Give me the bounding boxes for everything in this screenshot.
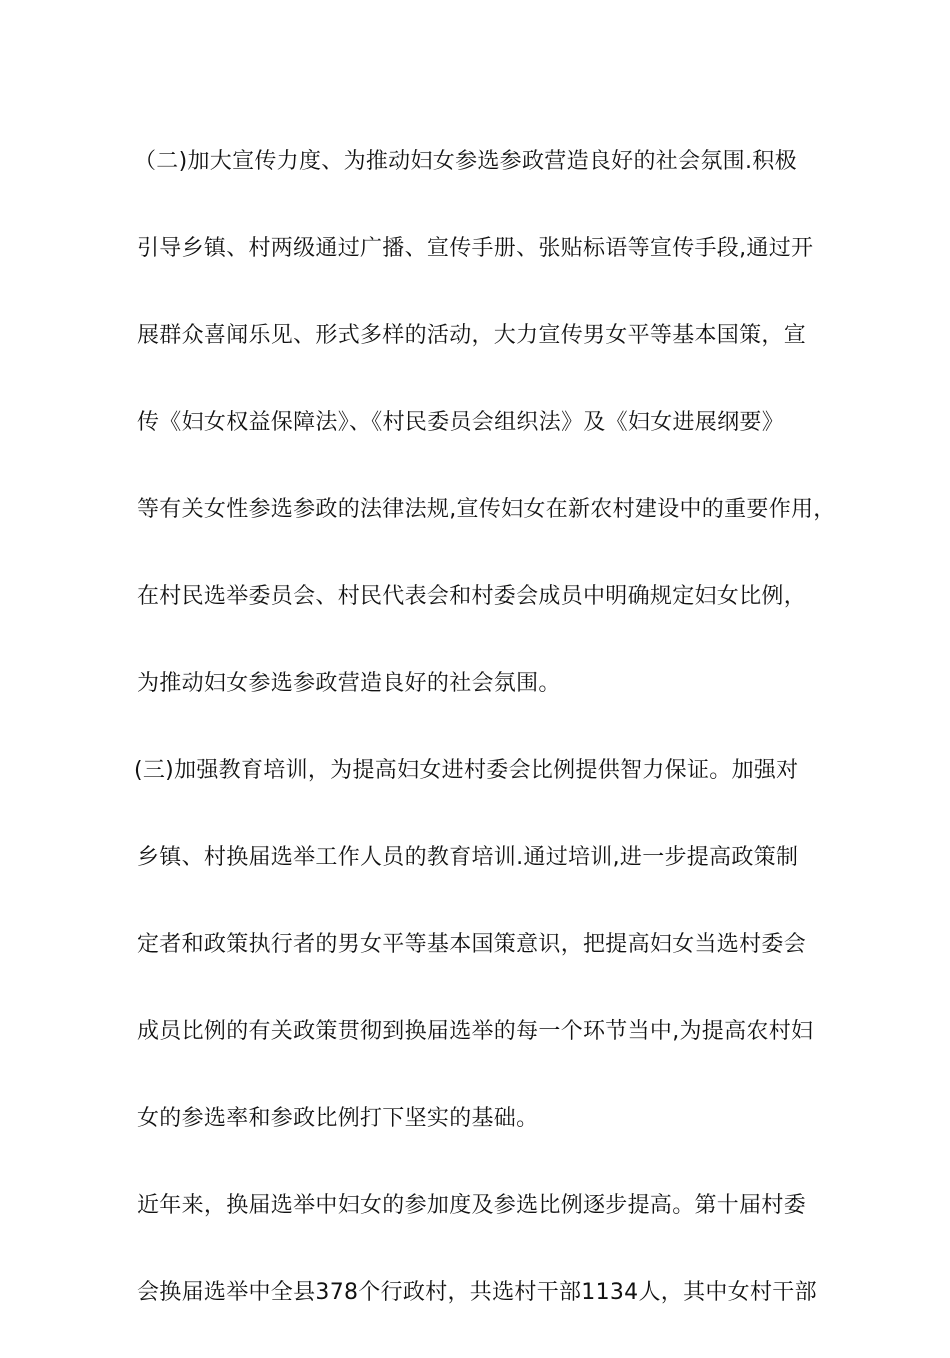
- text-line: （二)加大宣传力度、为推动妇女参选参政营造良好的社会氛围.积极: [134, 149, 797, 174]
- text-line: 乡镇、村换届选举工作人员的教育培训.通过培训,进一步提高政策制: [137, 845, 799, 870]
- text-line: 等有关女性参选参政的法律法规,宣传妇女在新农村建设中的重要作用，: [137, 497, 836, 522]
- text-line: 展群众喜闻乐见、形式多样的活动，大力宣传男女平等基本国策，宣: [137, 323, 807, 348]
- text-line: 成员比例的有关政策贯彻到换届选举的每一个环节当中,为提高农村妇: [137, 1019, 814, 1044]
- text-line: (三)加强教育培训，为提高妇女进村委会比例提供智力保证。加强对: [134, 758, 799, 783]
- text-line: 在村民选举委员会、村民代表会和村委会成员中明确规定妇女比例，: [137, 584, 807, 609]
- text-line: 传《妇女权益保障法》、《村民委员会组织法》及《妇女进展纲要》: [137, 410, 785, 435]
- text-line: 会换届选举中全县378个行政村，共选村干部1134人，其中女村干部: [137, 1280, 817, 1305]
- text-line: 引导乡镇、村两级通过广播、宣传手册、张贴标语等宣传手段,通过开: [137, 236, 814, 261]
- text-line: 女的参选率和参政比例打下坚实的基础。: [137, 1106, 539, 1131]
- text-line: 近年来，换届选举中妇女的参加度及参选比例逐步提高。第十届村委: [137, 1193, 807, 1218]
- text-line: 为推动妇女参选参政营造良好的社会氛围。: [137, 671, 561, 696]
- body-text: [134, 140, 837, 1358]
- text-line: 定者和政策执行者的男女平等基本国策意识，把提高妇女当选村委会: [137, 932, 807, 957]
